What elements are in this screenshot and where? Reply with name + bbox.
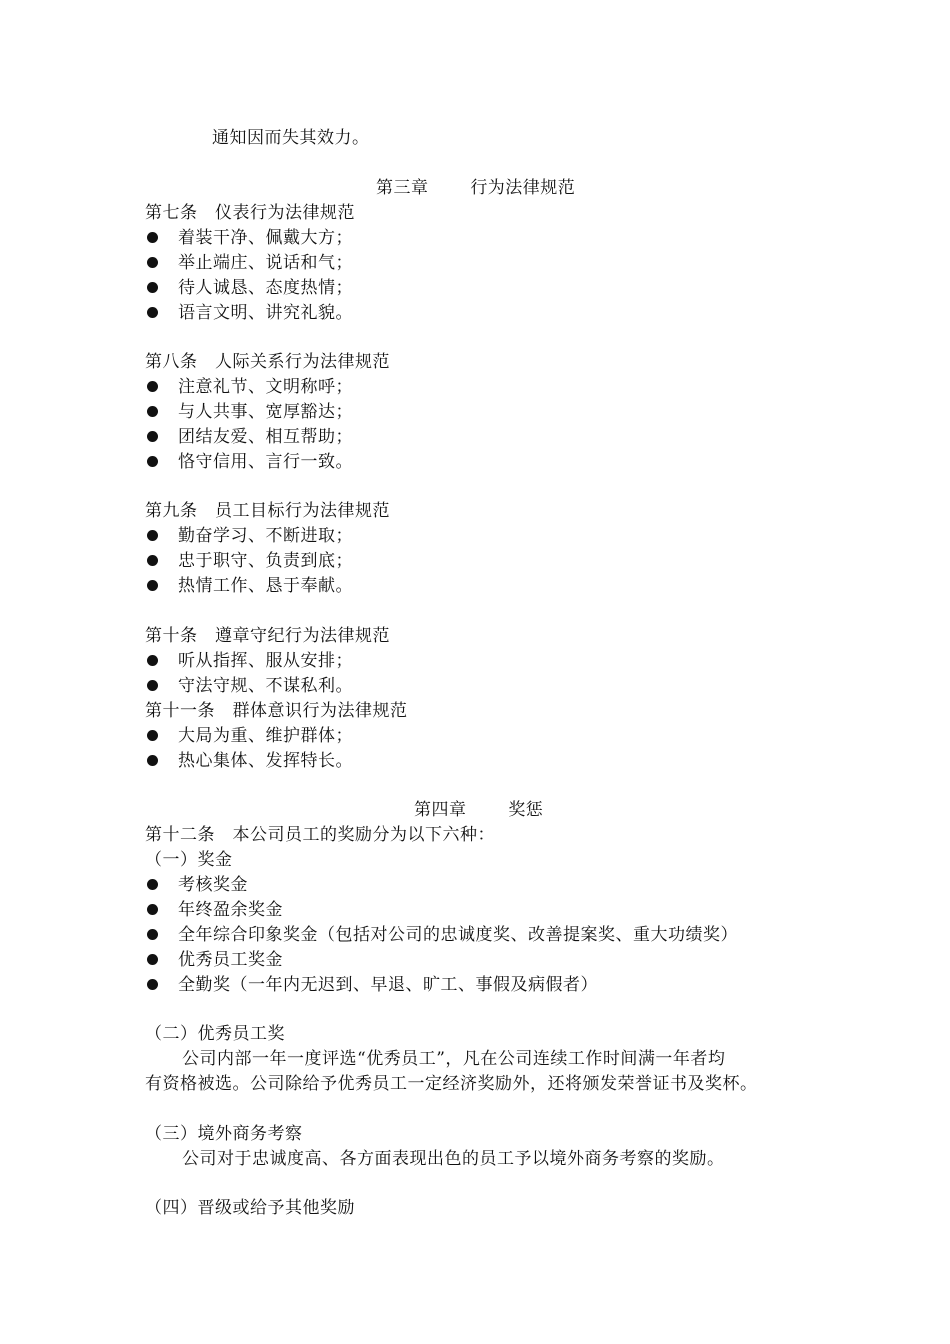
chapter-title: 行为法律规范	[470, 178, 576, 198]
bullet-icon	[147, 929, 158, 940]
bullet-icon	[147, 257, 158, 268]
bullet-icon	[147, 406, 158, 417]
bullet-icon	[147, 655, 158, 666]
bullet-icon	[147, 680, 158, 691]
paragraph-line: 有资格被选。公司除给予优秀员工一定经济奖励外，还将颁发荣誉证书及奖杯。	[145, 1074, 758, 1094]
bullet-icon	[147, 879, 158, 890]
chapter-heading	[414, 798, 543, 822]
bullet-icon	[147, 431, 158, 442]
article-title: 第七条 仪表行为法律规范	[145, 203, 355, 223]
bullet-icon	[147, 730, 158, 741]
article-title: 第十一条 群体意识行为法律规范	[145, 701, 408, 721]
chapter-number: 第三章	[376, 178, 429, 198]
document-page: 通知因而失其效力。 第三章 行为法律规范 第七条 仪表行为法律规范 着装干净、佩戴大方； 举止端庄、说话和气； 待人诚恳、态度热情； 语言文明、讲究礼貌。 第八条 人际关系行为法律规范 注意礼节、文明称呼； 与人共事、宽厚豁达； 团结友爱、相互帮助； 恪守信用、言行一致。 第九条 员工目标行为法律规范 勤奋学习、不断进取； 忠于职守、负责到底； 热情工作、恳于奉献。 第十条 遵章守纪行为法律规范 听从指挥、服从安排； 守法守规、不谋私利。 第十一条 群体意识行为法律规范 大局为重、维护群体； 热心集体、发挥特长。 第四章 奖惩 第十二条 本公司员工的奖励分为以下六种： （一）奖金 考核奖金 年终盈余奖金 全年综合印象奖金（包括对公司的忠诚度奖、改善提案奖、重大功绩奖） 优秀员工奖金 全勤奖（一年内无迟到、早退、旷工、事假及病假者） （二）优秀员工奖 公司内部一年一度评选“优秀员工”，凡在公司连续工作时间满一年者均 有资格被选。公司除给予优秀员工一定经济奖励外，还将颁发荣誉证书及奖杯。 （三）境外商务考察 公司对于忠诚度高、各方面表现出色的员工予以境外商务考察的奖励。 （四）晋级或给予其他奖励	[145, 128, 758, 1218]
bullet-icon	[147, 530, 158, 541]
section-title: （二）优秀员工奖	[145, 1024, 285, 1044]
bullet-icon	[147, 381, 158, 392]
chapter-number: 第四章	[414, 800, 467, 820]
bullet-icon	[147, 307, 158, 318]
bullet-icon	[147, 979, 158, 990]
bullet-icon	[147, 282, 158, 293]
article-title: 第九条 员工目标行为法律规范	[145, 501, 390, 521]
article-title: 第八条 人际关系行为法律规范	[145, 352, 390, 372]
article-title: 第十二条 本公司员工的奖励分为以下六种：	[145, 825, 495, 845]
paragraph-line: 公司对于忠诚度高、各方面表现出色的员工予以境外商务考察的奖励。	[182, 1149, 725, 1169]
bullet-icon	[147, 904, 158, 915]
section-title: （三）境外商务考察	[145, 1124, 303, 1144]
bullet-icon	[147, 954, 158, 965]
bullet-icon	[147, 755, 158, 766]
chapter-heading	[376, 176, 575, 200]
bullet-icon	[147, 580, 158, 591]
bullet-icon	[147, 232, 158, 243]
article-title: 第十条 遵章守纪行为法律规范	[145, 626, 390, 646]
section-title: （一）奖金	[145, 850, 233, 870]
bullet-icon	[147, 456, 158, 467]
section-title: （四）晋级或给予其他奖励	[145, 1198, 355, 1218]
continuation-line: 通知因而失其效力。	[212, 128, 370, 148]
paragraph-line: 公司内部一年一度评选“优秀员工”，凡在公司连续工作时间满一年者均	[182, 1049, 726, 1069]
chapter-title: 奖惩	[508, 800, 544, 820]
bullet-icon	[147, 555, 158, 566]
